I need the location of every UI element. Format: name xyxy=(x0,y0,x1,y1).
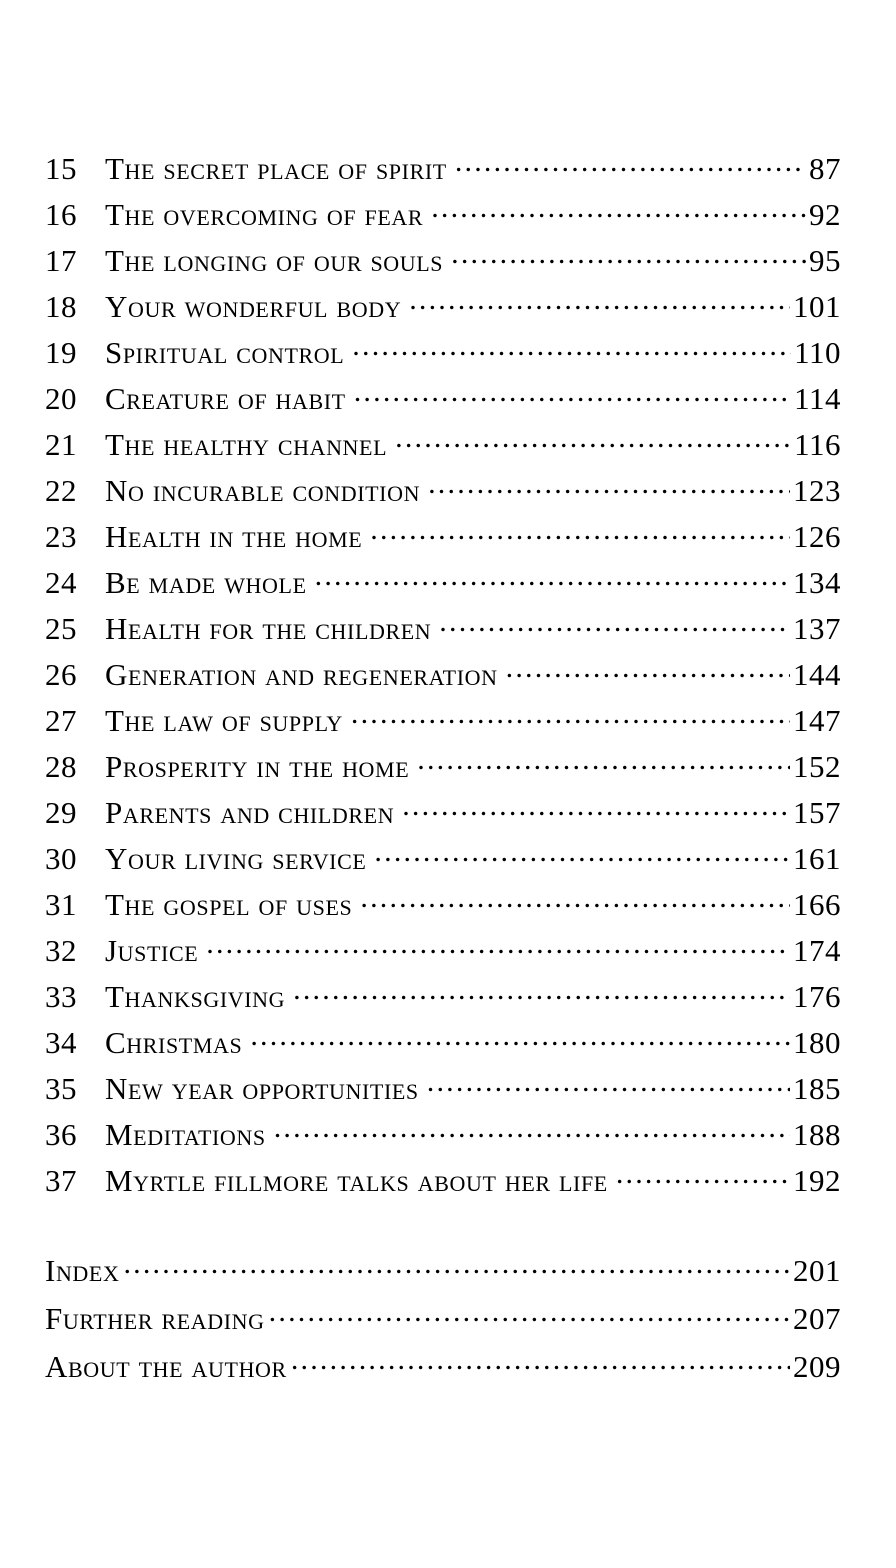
chapter-number: 25 xyxy=(45,611,77,646)
page-number: 209 xyxy=(793,1349,841,1384)
chapter-number: 27 xyxy=(45,703,77,738)
leader-dots xyxy=(315,562,790,593)
page-number: 147 xyxy=(793,703,841,738)
chapter-title: myrtle fillmore talks about her life xyxy=(105,1163,608,1198)
chapter-number: 18 xyxy=(45,289,77,324)
chapter-title: health in the home xyxy=(105,519,363,554)
chapter-number: 37 xyxy=(45,1163,77,1198)
chapter-number: 34 xyxy=(45,1025,77,1060)
leader-dots xyxy=(374,838,790,869)
toc-entry[interactable] xyxy=(45,332,841,368)
toc-entry[interactable] xyxy=(45,1068,841,1104)
chapter-title: the healthy channel xyxy=(105,427,388,462)
page-number: 192 xyxy=(793,1163,841,1198)
page-number: 174 xyxy=(793,933,841,968)
page-number: 116 xyxy=(794,427,841,462)
page-number: 188 xyxy=(793,1117,841,1152)
chapter-title: new year opportunities xyxy=(105,1071,419,1106)
leader-dots xyxy=(352,332,791,363)
toc-chapter-list xyxy=(45,148,841,1196)
leader-dots xyxy=(293,976,790,1007)
toc-back-matter-list xyxy=(45,1250,841,1382)
leader-dots xyxy=(417,746,790,777)
chapter-title: the law of supply xyxy=(105,703,343,738)
leader-dots xyxy=(274,1114,790,1145)
toc-entry[interactable] xyxy=(45,1022,841,1058)
chapter-title: thanksgiving xyxy=(105,979,286,1014)
chapter-title: generation and regeneration xyxy=(105,657,498,692)
page-number: 123 xyxy=(793,473,841,508)
page-number: 144 xyxy=(793,657,841,692)
chapter-title: prosperity in the home xyxy=(105,749,410,784)
toc-back-matter-entry[interactable] xyxy=(45,1346,841,1382)
chapter-number: 29 xyxy=(45,795,77,830)
chapter-number: 21 xyxy=(45,427,77,462)
toc-entry[interactable] xyxy=(45,1114,841,1150)
leader-dots xyxy=(291,1346,790,1377)
leader-dots xyxy=(351,700,790,731)
toc-entry[interactable] xyxy=(45,424,841,460)
page-number: 126 xyxy=(793,519,841,554)
leader-dots xyxy=(451,240,806,271)
toc-entry[interactable] xyxy=(45,884,841,920)
chapter-number: 26 xyxy=(45,657,77,692)
page-number: 185 xyxy=(793,1071,841,1106)
chapter-number: 30 xyxy=(45,841,77,876)
chapter-title: the secret place of spirit xyxy=(105,151,447,186)
chapter-title: meditations xyxy=(105,1117,266,1152)
page-number: 87 xyxy=(809,151,841,186)
toc-entry[interactable] xyxy=(45,148,841,184)
chapter-number: 22 xyxy=(45,473,77,508)
page-number: 110 xyxy=(794,335,841,370)
leader-dots xyxy=(395,424,791,455)
toc-entry[interactable] xyxy=(45,930,841,966)
page-number: 152 xyxy=(793,749,841,784)
chapter-number: 16 xyxy=(45,197,77,232)
page-number: 207 xyxy=(793,1301,841,1336)
leader-dots xyxy=(250,1022,790,1053)
toc-entry[interactable] xyxy=(45,654,841,690)
toc-entry[interactable] xyxy=(45,286,841,322)
chapter-title: no incurable condition xyxy=(105,473,421,508)
toc-entry[interactable] xyxy=(45,1160,841,1196)
page-number: 166 xyxy=(793,887,841,922)
page-number: 201 xyxy=(793,1253,841,1288)
chapter-title: justice xyxy=(105,933,199,968)
toc-entry[interactable] xyxy=(45,516,841,552)
page-number: 180 xyxy=(793,1025,841,1060)
chapter-number: 32 xyxy=(45,933,77,968)
chapter-title: health for the children xyxy=(105,611,432,646)
chapter-title: be made whole xyxy=(105,565,307,600)
chapter-number: 19 xyxy=(45,335,77,370)
chapter-number: 36 xyxy=(45,1117,77,1152)
chapter-number: 20 xyxy=(45,381,77,416)
toc-entry[interactable] xyxy=(45,608,841,644)
leader-dots xyxy=(402,792,790,823)
chapter-number: 31 xyxy=(45,887,77,922)
page-number: 92 xyxy=(809,197,841,232)
chapter-number: 35 xyxy=(45,1071,77,1106)
leader-dots xyxy=(616,1160,790,1191)
leader-dots xyxy=(506,654,790,685)
leader-dots xyxy=(428,470,790,501)
leader-dots xyxy=(431,194,806,225)
page-number: 137 xyxy=(793,611,841,646)
toc-entry[interactable] xyxy=(45,838,841,874)
toc-back-matter-entry[interactable] xyxy=(45,1298,841,1334)
chapter-title: your living service xyxy=(105,841,367,876)
toc-entry[interactable] xyxy=(45,470,841,506)
toc-entry[interactable] xyxy=(45,976,841,1012)
chapter-title: christmas xyxy=(105,1025,243,1060)
toc-entry[interactable] xyxy=(45,700,841,736)
leader-dots xyxy=(269,1298,790,1329)
toc-entry[interactable] xyxy=(45,240,841,276)
toc-entry[interactable] xyxy=(45,746,841,782)
chapter-number: 15 xyxy=(45,151,77,186)
leader-dots xyxy=(409,286,790,317)
chapter-number: 33 xyxy=(45,979,77,1014)
toc-entry[interactable] xyxy=(45,562,841,598)
chapter-title: your wonderful body xyxy=(105,289,402,324)
toc-entry[interactable] xyxy=(45,194,841,230)
page-number: 101 xyxy=(793,289,841,324)
page-number: 176 xyxy=(793,979,841,1014)
leader-dots xyxy=(439,608,790,639)
toc-back-matter-entry[interactable] xyxy=(45,1250,841,1286)
chapter-number: 23 xyxy=(45,519,77,554)
back-matter-title: Index xyxy=(45,1253,120,1288)
leader-dots xyxy=(123,1250,790,1281)
chapter-title: the gospel of uses xyxy=(105,887,353,922)
page-number: 95 xyxy=(809,243,841,278)
toc-entry[interactable] xyxy=(45,378,841,414)
chapter-title: spiritual control xyxy=(105,335,345,370)
leader-dots xyxy=(360,884,790,915)
back-matter-title: About the author xyxy=(45,1349,287,1384)
chapter-title: the longing of our souls xyxy=(105,243,444,278)
chapter-title: creature of habit xyxy=(105,381,346,416)
leader-dots xyxy=(455,148,806,179)
chapter-number: 24 xyxy=(45,565,77,600)
page-number: 134 xyxy=(793,565,841,600)
toc-entry[interactable] xyxy=(45,792,841,828)
chapter-number: 28 xyxy=(45,749,77,784)
chapter-number: 17 xyxy=(45,243,77,278)
chapter-title: the overcoming of fear xyxy=(105,197,424,232)
chapter-title: parents and children xyxy=(105,795,395,830)
page-number: 157 xyxy=(793,795,841,830)
page-number: 161 xyxy=(793,841,841,876)
page-number: 114 xyxy=(794,381,841,416)
leader-dots xyxy=(370,516,790,547)
leader-dots xyxy=(206,930,790,961)
back-matter-title: Further reading xyxy=(45,1301,265,1336)
leader-dots xyxy=(427,1068,790,1099)
leader-dots xyxy=(354,378,791,409)
